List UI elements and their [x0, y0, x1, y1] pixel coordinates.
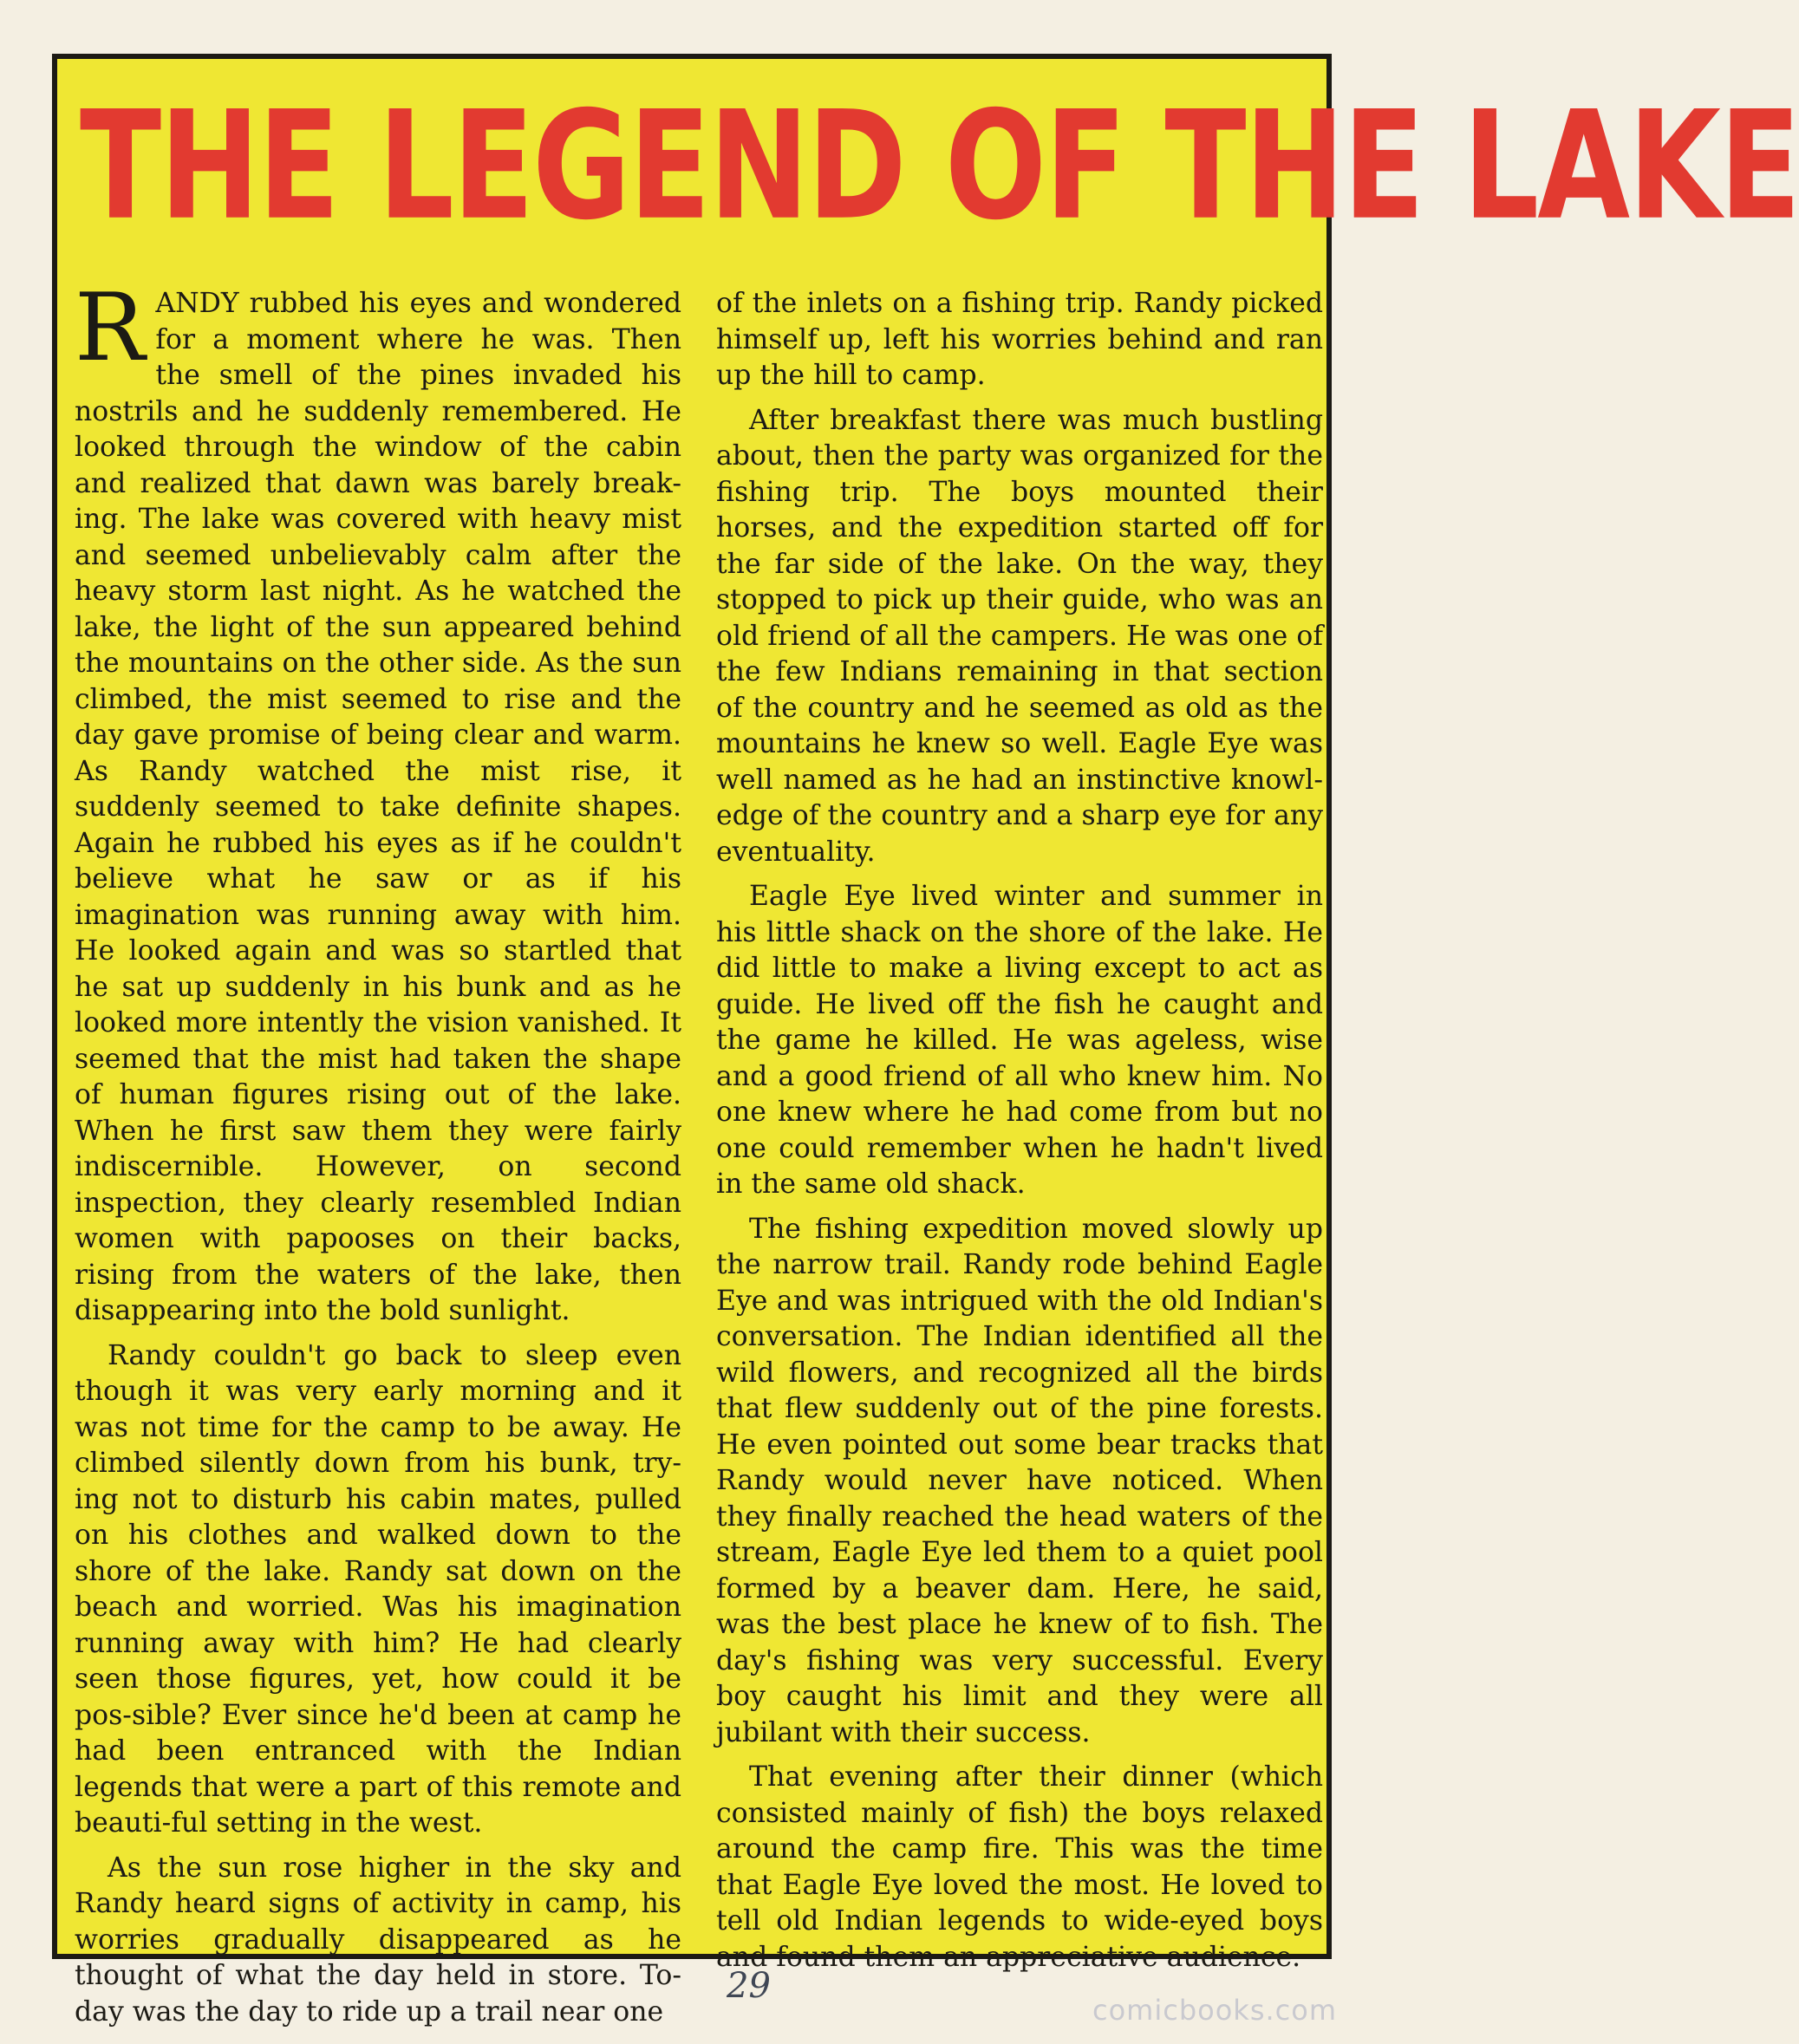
drop-cap: R [75, 274, 146, 382]
text-column-left [75, 274, 681, 2028]
story-title: THE LEGEND OF THE LAKE [80, 78, 1799, 253]
page-number: 29 [727, 1966, 771, 2006]
paragraph [75, 274, 681, 1330]
paragraph: Eagle Eye lived winter and summer in his little shack on the shore of the lake. He did little to make a living except to act as guide. He lived off the fish he caught and the game he killed. He was ageless, wise and a good friend of all who knew him. No one knew where he had come from but no one could remember when he hadn't lived in the same old shack. [716, 881, 1323, 1200]
watermark: comicbooks.com [1092, 1994, 1337, 2027]
paragraph: As the sun rose higher in the sky and Randy heard signs of activity in camp, his worries gradually disappeared as he thought of what the day held in store. To-day was the day to ride up a trail near one [75, 1852, 681, 2028]
paragraph-text: ANDY rubbed his eyes and wondered for a moment where he was. Then the smell of the pines invaded his nostrils and he suddenly remembered. He looked through the window of the cabin and realized that dawn was barely break-ing. The lake was covered with heavy mist and seemed unbelievably calm after the heavy storm last night. As he watched the lake, the light of the sun appeared behind the mountains on the other side. As the sun climbed, the mist seemed to rise and the day gave promise of being clear and warm. As Randy watched the mist rise, it suddenly seemed to take definite shapes. Again he rubbed his eyes as if he couldn't believe what he saw or as if his imagination was running away with him. He looked again and was so startled that he sat up suddenly in his bunk and as he looked more intently the vision vanished. It seemed that the mist had taken the shape of human figures rising out of the lake. When he first saw them they were fairly indiscernible. However, on second inspection, they clearly resembled Indian women with papooses on their backs, rising from the waters of the lake, then disappearing into the bold sunlight. [75, 288, 681, 1326]
text-column-right [716, 286, 1323, 1973]
paragraph: That evening after their dinner (which consisted mainly of fish) the boys relaxed around the camp fire. This was the time that Eagle Eye loved the most. He loved to tell old Indian legends to wide-eyed boys and found them an appreciative audience. [716, 1761, 1323, 1973]
paragraph: of the inlets on a fishing trip. Randy picked himself up, left his worries behind and ran up the hill to camp. [716, 288, 1323, 391]
paragraph: Randy couldn't go back to sleep even though it was very early morning and it was not time for the camp to be away. He climbed silently down from his bunk, try-ing not to disturb his cabin mates, pulled on his clothes and walked down to the shore of the lake. Randy sat down on the beach and worried. Was his imagination running away with him? He had clearly seen those figures, yet, how could it be pos-sible? Ever since he'd been at camp he had been entranced with the Indian legends that were a part of this remote and beauti-ful setting in the west. [75, 1339, 681, 1839]
paragraph: The fishing expedition moved slowly up the narrow trail. Randy rode behind Eagle Eye and was intrigued with the old Indian's conversation. The Indian identified all the wild flowers, and recognized all the birds that flew suddenly out of the pine forests. He even pointed out some bear tracks that Randy would never have noticed. When they finally reached the head waters of the stream, Eagle Eye led them to a quiet pool formed by a beaver dam. Here, he said, was the best place he knew of to fish. The day's fishing was very successful. Every boy caught his limit and they were all jubilant with their success. [716, 1213, 1323, 1748]
paragraph: After breakfast there was much bustling about, then the party was organized for the fishing trip. The boys mounted their horses, and the expedition started off for the far side of the lake. On the way, they stopped to pick up their guide, who was an old friend of all the campers. He was one of the few Indians remaining in that section of the country and he seemed as old as the mountains he knew so well. Eagle Eye was well named as he had an instinctive knowl-edge of the country and a sharp eye for any eventuality. [716, 404, 1323, 868]
